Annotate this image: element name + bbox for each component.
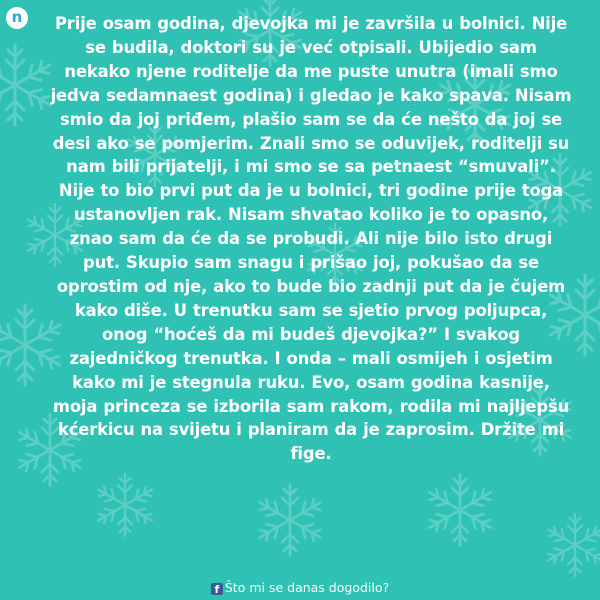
story-text: Prije osam godina, djevojka mi je završila u bolnici. Nije se budila, doktori su je već otpisali. Ubijedio sam nekako njene roditelje da me puste unutra (imali smo jedva sedamnaest godina) i gledao je kako spava. Nisam smio da joj priđem, plašio sam se da će nešto da joj se desi ako se pomjerim. Znali smo se oduvijek, roditelji su nam bili prijatelji, i mi smo se sa petnaest “smuvali”. Nije to bio prvi put da je u bolnici, tri godine prije toga ustanovljen rak. Nisam shvatao koliko je to opasno, znao sam da će da se probudi. Ali nije bilo isto drugi put. Skupio sam snagu i prišao joj, pokušao da se oprostim od nje, ako to bude bio zadnji put da je čujem kako diše. U trenutku sam se sjetio prvog poljupca, onog “hoćeš da mi budeš djevojka?” I svakog zajedničkog trenutka. I onda – mali osmijeh i osjetim kako mi je stegnula ruku. Evo, osam godina kasnije, moja princeza se izborila sam rakom, rodila mi najljepšu kćerkicu na svijetu i planiram da je zaprosim. Držite mi fige. <box>50 14 572 464</box>
site-logo[interactable]: n <box>6 7 28 29</box>
footer-label: Što mi se danas dogodilo? <box>224 580 390 595</box>
snowflake-icon <box>250 480 330 560</box>
footer-credit[interactable] <box>0 580 600 596</box>
snowflake-icon <box>420 470 500 550</box>
snowflake-icon <box>540 510 600 580</box>
snowflake-icon <box>90 470 160 540</box>
facebook-icon[interactable]: f <box>211 583 223 595</box>
